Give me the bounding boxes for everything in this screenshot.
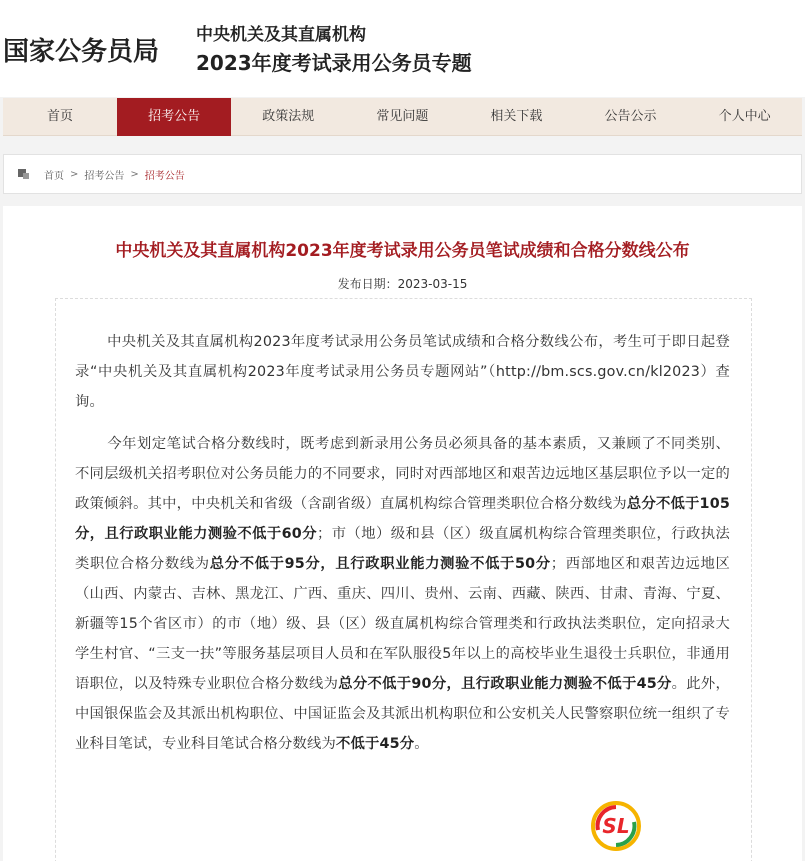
breadcrumb-level1[interactable]: 招考公告 <box>84 170 125 182</box>
nav-item-downloads[interactable]: 相关下载 <box>490 109 543 124</box>
home-icon <box>18 169 30 179</box>
article-body <box>55 298 752 861</box>
site-name[interactable]: 国家公务员局 <box>3 37 160 67</box>
p2-text-a: 今年划定笔试合格分数线时，既考虑到新录用公务员必须具备的基本素质，又兼顾了不同类别、不同层级机关招考职位对公务员能力的不同要求，同时对西部地区和艰苦边远地区基层职位予以一定的政策倾斜。其中，中央机关和省级（含副省级）直属机构综合管理类职位合格分数线为 <box>75 436 730 512</box>
paragraph-2 <box>75 429 730 759</box>
breadcrumb-current[interactable]: 招考公告 <box>144 170 185 182</box>
subtitle-line2: 2023年度考试录用公务员专题 <box>196 51 472 75</box>
p2-text-i: 。 <box>414 736 429 752</box>
p2-bold-f: 总分不低于90分，且行政职业能力测验不低于45分 <box>338 676 672 692</box>
breadcrumb <box>3 154 802 194</box>
article-panel <box>3 206 802 861</box>
paragraph-1-text: 中央机关及其直属机构2023年度考试录用公务员笔试成绩和合格分数线公布，考生可于即日起登录“中央机关及其直属机构2023年度考试录用公务员专题网站”（http://bm.scs.gov.cn/kl2023）查询。 <box>75 334 730 410</box>
article-date <box>3 275 802 292</box>
breadcrumb-separator: > <box>130 168 139 180</box>
date-label: 发布日期： <box>337 277 398 291</box>
p2-text-e: ；西部地区和艰苦边远地区（山西、内蒙古、吉林、黑龙江、广西、重庆、四川、贵州、云南、西藏、陕西、甘肃、青海、宁夏、新疆等15个省区市）的市（地）级、县（区）级直属机构综合管理类和行政执法类职位，定向招录大学生村官、“三支一扶”等服务基层项目人员和在军队服役5年以上的高校毕业生退役士兵职位，非通用语职位，以及特殊专业职位合格分数线为 <box>75 556 730 692</box>
watermark-logo-icon <box>590 800 642 852</box>
paragraph-1 <box>75 327 730 417</box>
nav-item-home[interactable]: 首页 <box>47 109 74 124</box>
breadcrumb-home[interactable]: 首页 <box>44 170 64 182</box>
date-value: 2023-03-15 <box>397 277 468 291</box>
subtitle-line1: 中央机关及其直属机构 <box>196 25 366 45</box>
site-header <box>0 0 805 97</box>
nav-item-notices[interactable]: 公告公示 <box>604 109 657 124</box>
article-title: 中央机关及其直属机构2023年度考试录用公务员笔试成绩和合格分数线公布 <box>115 241 690 261</box>
p2-text-g: 。此外，中国银保监会及其派出机构职位、中国证监会及其派出机构职位和公安机关人民警察职位统一组织了专业科目笔试，专业科目笔试合格分数线为 <box>75 676 730 752</box>
p2-text-c: ；市（地）级和县（区）级直属机构综合管理类职位，行政执法类职位合格分数线为 <box>75 526 730 572</box>
breadcrumb-separator: > <box>70 168 79 180</box>
p2-bold-h: 不低于45分 <box>335 736 415 752</box>
nav-item-faq[interactable]: 常见问题 <box>376 109 429 124</box>
p2-bold-b: 总分不低于105分，且行政职业能力测验不低于60分 <box>75 496 730 542</box>
p2-bold-d: 总分不低于95分，且行政职业能力测验不低于50分 <box>209 556 551 572</box>
nav-item-announcements[interactable]: 招考公告 <box>117 98 231 136</box>
watermark-text: SL <box>602 814 630 838</box>
nav-item-policies[interactable]: 政策法规 <box>262 109 315 124</box>
nav-item-personal[interactable]: 个人中心 <box>718 109 771 124</box>
main-nav <box>3 98 802 136</box>
